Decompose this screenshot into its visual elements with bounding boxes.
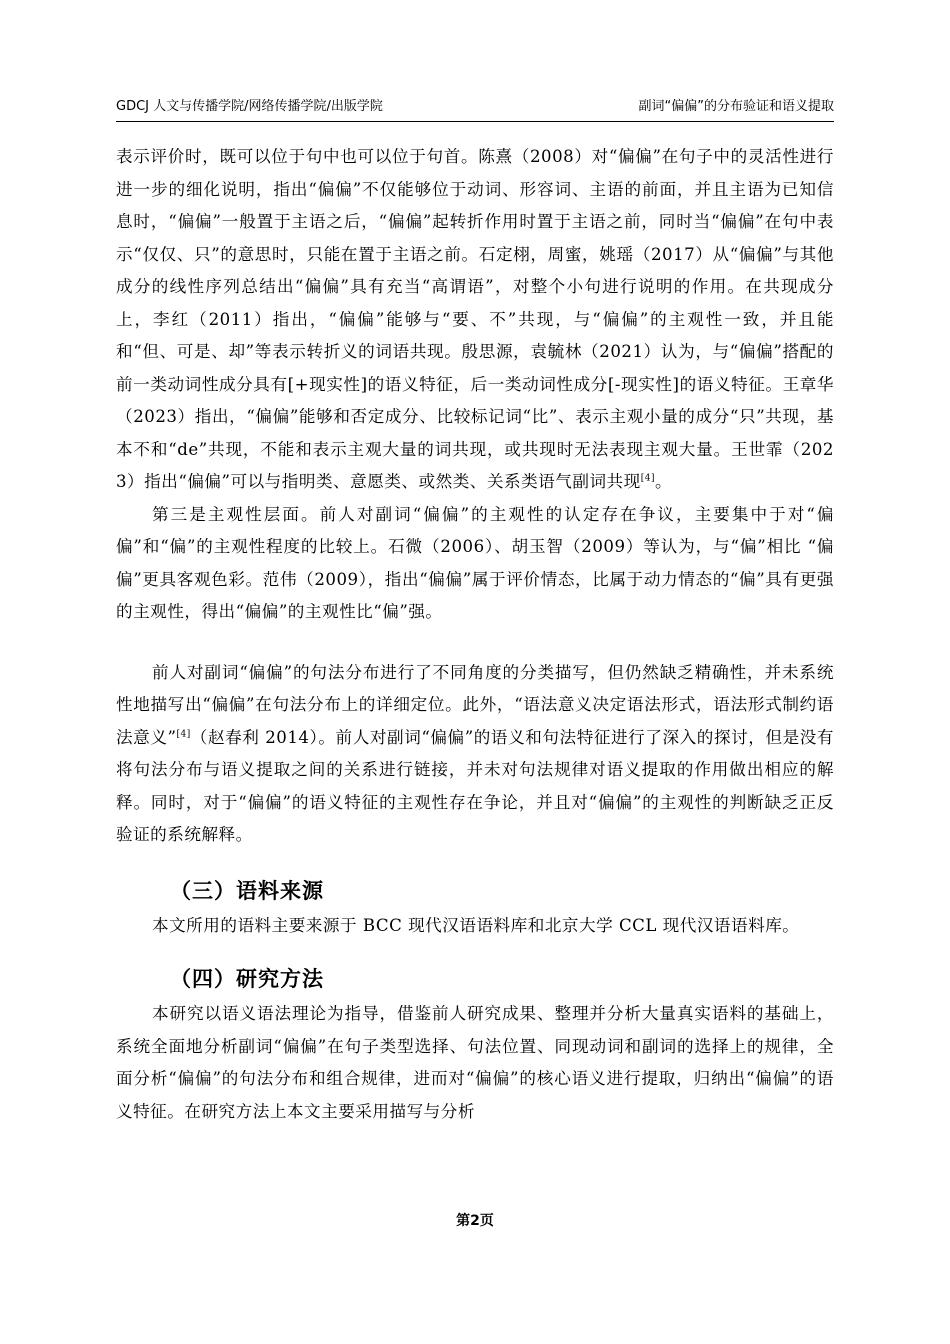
body-paragraph-2: 第三是主观性层面。前人对副词“偏偏”的主观性的认定存在争议，主要集中于对“偏偏”和“偏”的主观性程度的比较上。石微（2006）、胡玉智（2009）等认为，与“偏”相比 “偏偏”更具客观色彩。范伟（2009），指出“偏偏”属于评价情态，比属于动力情态的“偏”具有更强的主观性，得出“偏偏”的主观性比“偏”强。 [116,504,834,621]
header-institution: GDCJ 人文与传播学院/网络传播学院/出版学院 [116,99,383,114]
body-paragraph-4: 本文所用的语料主要来源于 BCC 现代汉语语料库和北京大学 CCL 现代汉语语料库。 [152,915,800,935]
section-heading-methods: （四）研究方法 [170,967,324,991]
citation-ref: [4] [640,473,655,484]
page-body [116,141,834,1128]
paragraph-text-end: 。 [655,472,673,491]
header-divider [116,121,834,122]
paragraph-text-end: （赵春利 2014）。前人对副词“偏偏”的语义和句法特征进行了深入的探讨，但是没有将句法分布与语义提取之间的关系进行链接，并未对句法规律对语义提取的作用做出相应的解释。同时，对于“偏偏”的语义特征的主观性存在争论，并且对“偏偏”的主观性的判断缺乏正反验证的系统解释。 [116,727,835,844]
paragraph-text: 表示评价时，既可以位于句中也可以位于句首。陈熹（2008）对“偏偏”在句子中的灵活性进行进一步的细化说明，指出“偏偏”不仅能够位于动词、形容词、主语的前面，并且主语为已知信息时，“偏偏”一般置于主语之后，“偏偏”起转折作用时置于主语之前，同时当“偏偏”在句中表示“仅仅、只”的意思时，只能在置于主语之前。石定栩，周蜜，姚瑶（2017）从“偏偏”与其他成分的线性序列总结出“偏偏”具有充当“高谓语”，对整个小句进行说明的作用。在共现成分上，李红（2011）指出，“偏偏”能够与“要、不”共现，与“偏偏”的主观性一致，并且能和“但、可是、却”等表示转折义的词语共现。殷思源，袁毓林（2021）认为，与“偏偏”搭配的前一类动词性成分具有[+现实性]的语义特征，后一类动词性成分[-现实性]的语义特征。王章华（2023）指出，“偏偏”能够和否定成分、比较标记词“比”、表示主观小量的成分“只”共现，基本不和“de”共现，不能和表示主观大量的词共现，或共现时无法表现主观大量。王世霏（2023）指出“偏偏”可以与指明类、意愿类、或然类、关系类语气副词共现 [116,147,834,491]
page-header [116,96,834,120]
paragraph-gap [116,629,834,657]
paragraph-text: 前人对副词“偏偏”的句法分布进行了不同角度的分类描写，但仍然缺乏精确性，并未系统性地描写出“偏偏”在句法分布上的详细定位。此外，“语法意义决定语法形式，语法形式制约语法意义” [116,662,834,747]
page-number: 第2页 [456,1213,494,1229]
header-paper-title: 副词“偏偏”的分布验证和语义提取 [638,99,834,114]
section-heading-corpus: （三）语料来源 [170,878,324,903]
citation-ref: [4] [176,728,191,739]
body-paragraph-3 [116,657,834,852]
body-paragraph-5: 本研究以语义语法理论为指导，借鉴前人研究成果、整理并分析大量真实语料的基础上，系统全面地分析副词“偏偏”在句子类型选择、句法位置、同现动词和副词的选择上的规律，全面分析“偏偏”的句法分布和组合规律，进而对“偏偏”的核心语义进行提取，归纳出“偏偏”的语义特征。在研究方法上本文主要采用描写与分析 [116,1004,834,1121]
body-paragraph-1 [116,141,834,499]
